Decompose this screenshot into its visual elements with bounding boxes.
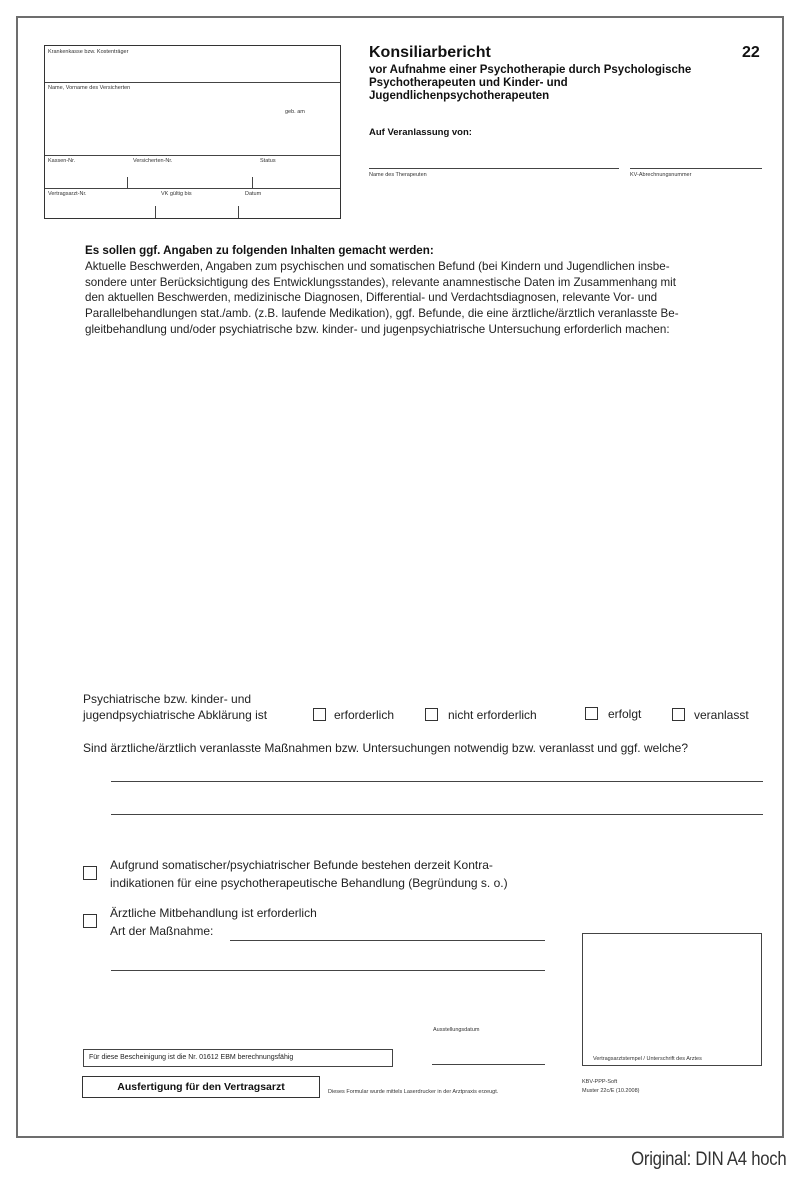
copy-label: Ausfertigung für den Vertragsarzt [117,1081,285,1093]
instructions-heading: Es sollen ggf. Angaben zu folgenden Inhalten gemacht werden: [85,244,434,257]
instructions-line: den aktuellen Beschwerden, medizinische Diagnosen, Differential- und Verdachtsdiagnosen, relevante Vor- und [85,291,658,305]
divider [45,188,340,189]
instructions-block [85,243,765,338]
checkbox-contraindication[interactable] [83,866,97,880]
form-title: Konsiliarbericht [369,44,491,61]
date-label: Datum [245,191,262,197]
kv-number-line[interactable] [630,168,762,169]
insured-no-label: Versicherten-Nr. [133,158,173,164]
cotreatment-label: Ärztliche Mitbehandlung ist erforderlich [110,906,317,920]
caption: Original: DIN A4 hoch [630,1149,786,1170]
doctor-stamp-box[interactable] [582,933,762,1066]
form-version: Muster 22c/E (10.2008) [582,1088,640,1094]
checkbox-erfolgt[interactable] [585,707,598,720]
report-text-area[interactable] [85,345,765,680]
measures-line-1[interactable] [111,781,763,782]
issue-date-label: Ausstellungsdatum [433,1027,480,1033]
billing-note: Für diese Bescheinigung ist die Nr. 01612 EBM berechnungsfähig [89,1054,294,1061]
measures-question: Sind ärztliche/ärztlich veranlasste Maßnahmen bzw. Untersuchungen notwendig bzw. veranlasst und ggf. welche? [83,741,688,755]
option-nicht-erforderlich: nicht erforderlich [448,708,537,722]
measures-line-2[interactable] [111,814,763,815]
divider [155,206,156,218]
form-subtitle-1: vor Aufnahme einer Psychotherapie durch Psychologische [369,64,692,76]
stamp-label: Vertragsarztstempel / Unterschrift des Arztes [593,1056,702,1062]
option-veranlasst: veranlasst [694,708,749,722]
psych-label-1: Psychiatrische bzw. kinder- und [83,692,252,706]
valid-until-label: VK gültig bis [161,191,192,197]
issue-date-line[interactable] [432,1064,545,1065]
contraindication-line-2: indikationen für eine psychotherapeutische Behandlung (Begründung s. o.) [110,876,508,890]
contraindication-line-1: Aufgrund somatischer/psychiatrischer Befunde bestehen derzeit Kontra- [110,858,493,872]
measure-type-line-2[interactable] [111,970,545,971]
requested-by-label: Auf Veranlassung von: [369,127,472,138]
kbv-software: KBV-PPP-Soft [582,1079,618,1085]
therapist-name-line[interactable] [369,168,619,169]
dob-label: geb. am [285,109,305,115]
checkbox-veranlasst[interactable] [672,708,685,721]
insurer-no-label: Kassen-Nr. [48,158,76,164]
copy-label-box [82,1076,320,1098]
instructions-line: Parallelbehandlungen stat./amb. (z.B. laufende Medikation), ggf. Befunde, die eine ärztliche/ärztlich veranlasste Be- [85,307,679,321]
instructions-line: sondere unter Berücksichtigung des Entwicklungsstandes), relevante anamnestische Daten im Zusammenhang mit [85,275,676,289]
patient-data-box [44,45,341,219]
measure-type-label: Art der Maßnahme: [110,924,214,938]
status-label: Status [260,158,276,164]
instructions-line: Aktuelle Beschwerden, Angaben zum psychischen und somatischen Befund (bei Kindern und Jugendlichen insbe- [85,259,670,273]
print-note: Dieses Formular wurde mittels Laserdrucker in der Arztpraxis erzeugt. [328,1089,499,1095]
checkbox-nicht-erforderlich[interactable] [425,708,438,721]
divider [238,206,239,218]
checkbox-erforderlich[interactable] [313,708,326,721]
kv-number-label: KV-Abrechnungsnummer [630,172,692,178]
insurer-label: Krankenkasse bzw. Kostenträger [48,49,129,55]
option-erforderlich: erforderlich [334,708,395,722]
divider [45,155,340,156]
doctor-no-label: Vertragsarzt-Nr. [48,191,87,197]
measure-type-line[interactable] [230,940,545,941]
divider [45,82,340,83]
option-erfolgt: erfolgt [608,707,642,721]
form-number: 22 [742,44,760,61]
instructions-line: gleitbehandlung und/oder psychiatrische bzw. kinder- und jugenpsychiatrische Untersuchung erforderlich machen: [85,322,670,336]
therapist-name-label: Name des Therapeuten [369,172,427,178]
form-subtitle-2: Psychotherapeuten und Kinder- und [369,77,568,89]
checkbox-cotreatment[interactable] [83,914,97,928]
psych-label-2: jugendpsychiatrische Abklärung ist [83,708,268,722]
billing-note-box [83,1049,393,1067]
form-subtitle-3: Jugendlichenpsychotherapeuten [369,90,550,102]
patient-name-label: Name, Vorname des Versicherten [48,85,131,91]
